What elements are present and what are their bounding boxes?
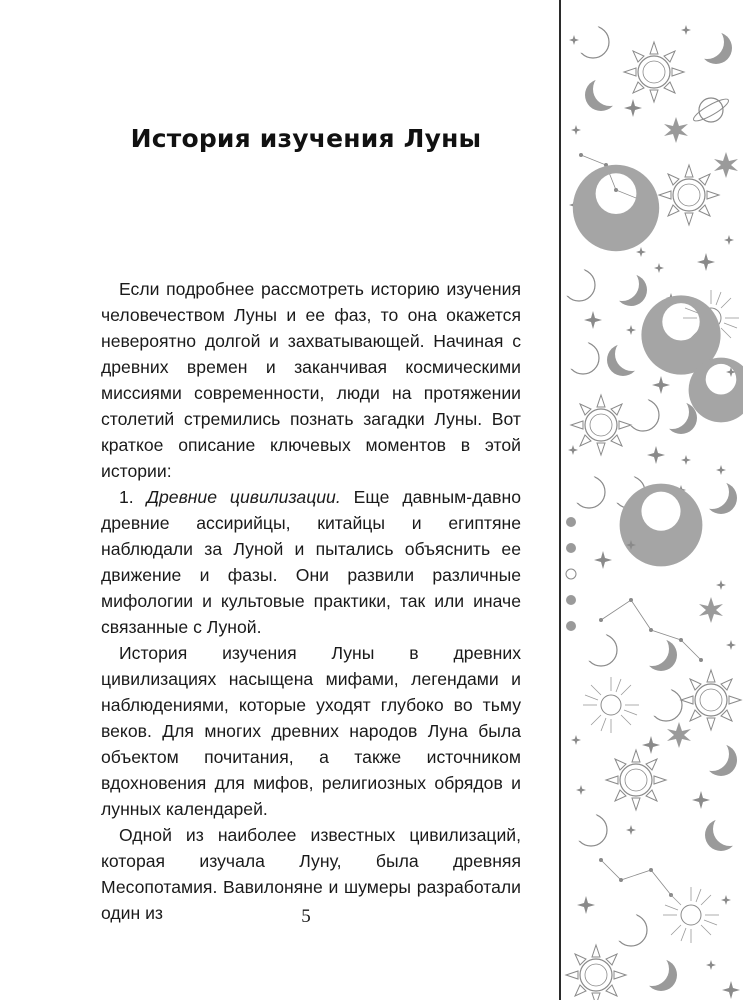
chapter-title: История изучения Луны [130,124,482,153]
page-number: 5 [301,906,311,927]
paragraph-2: История изучения Луны в древних цивилизациях насыщена мифами, легендами и наблюдениями, которые уходят глубоко во тьму веков. Для многих древних народов Луна была объектом почитания, а также источником вдохновения для мифов, религиозных обрядов и лунных календарей. [101,643,521,819]
section-1-heading: Древние цивилизации. [146,487,341,507]
intro-paragraph: Если подробнее рассмотреть историю изучения человечеством Луны и ее фаз, то она окажется невероятно долгой и захватывающей. Начиная с древних времен и заканчивая космическими миссиями современности, люди на протяжении столетий стремились познать загадки Луны. Вот краткое описание ключевых моментов в этой истории: [101,279,521,481]
section-1-number: 1. [119,487,134,507]
section-1-text: Еще давным-давно древние ассирийцы, китайцы и египтяне наблюдали за Луной и пытались объяснить ее движение и фазы. Они развили различные мифологии и культовые практики, так или иначе связанные с Луной. [101,487,521,637]
celestial-ornament-strip [561,0,743,1000]
page-content [101,0,521,1000]
body-text [101,276,521,926]
section-1-paragraph [101,484,521,640]
paragraph-3: Одной из наиболее известных цивилизаций, которая изучала Луну, была древняя Месопотамия. Вавилоняне и шумеры разработали один из [101,825,521,923]
celestial-pattern-icon [561,0,743,1000]
